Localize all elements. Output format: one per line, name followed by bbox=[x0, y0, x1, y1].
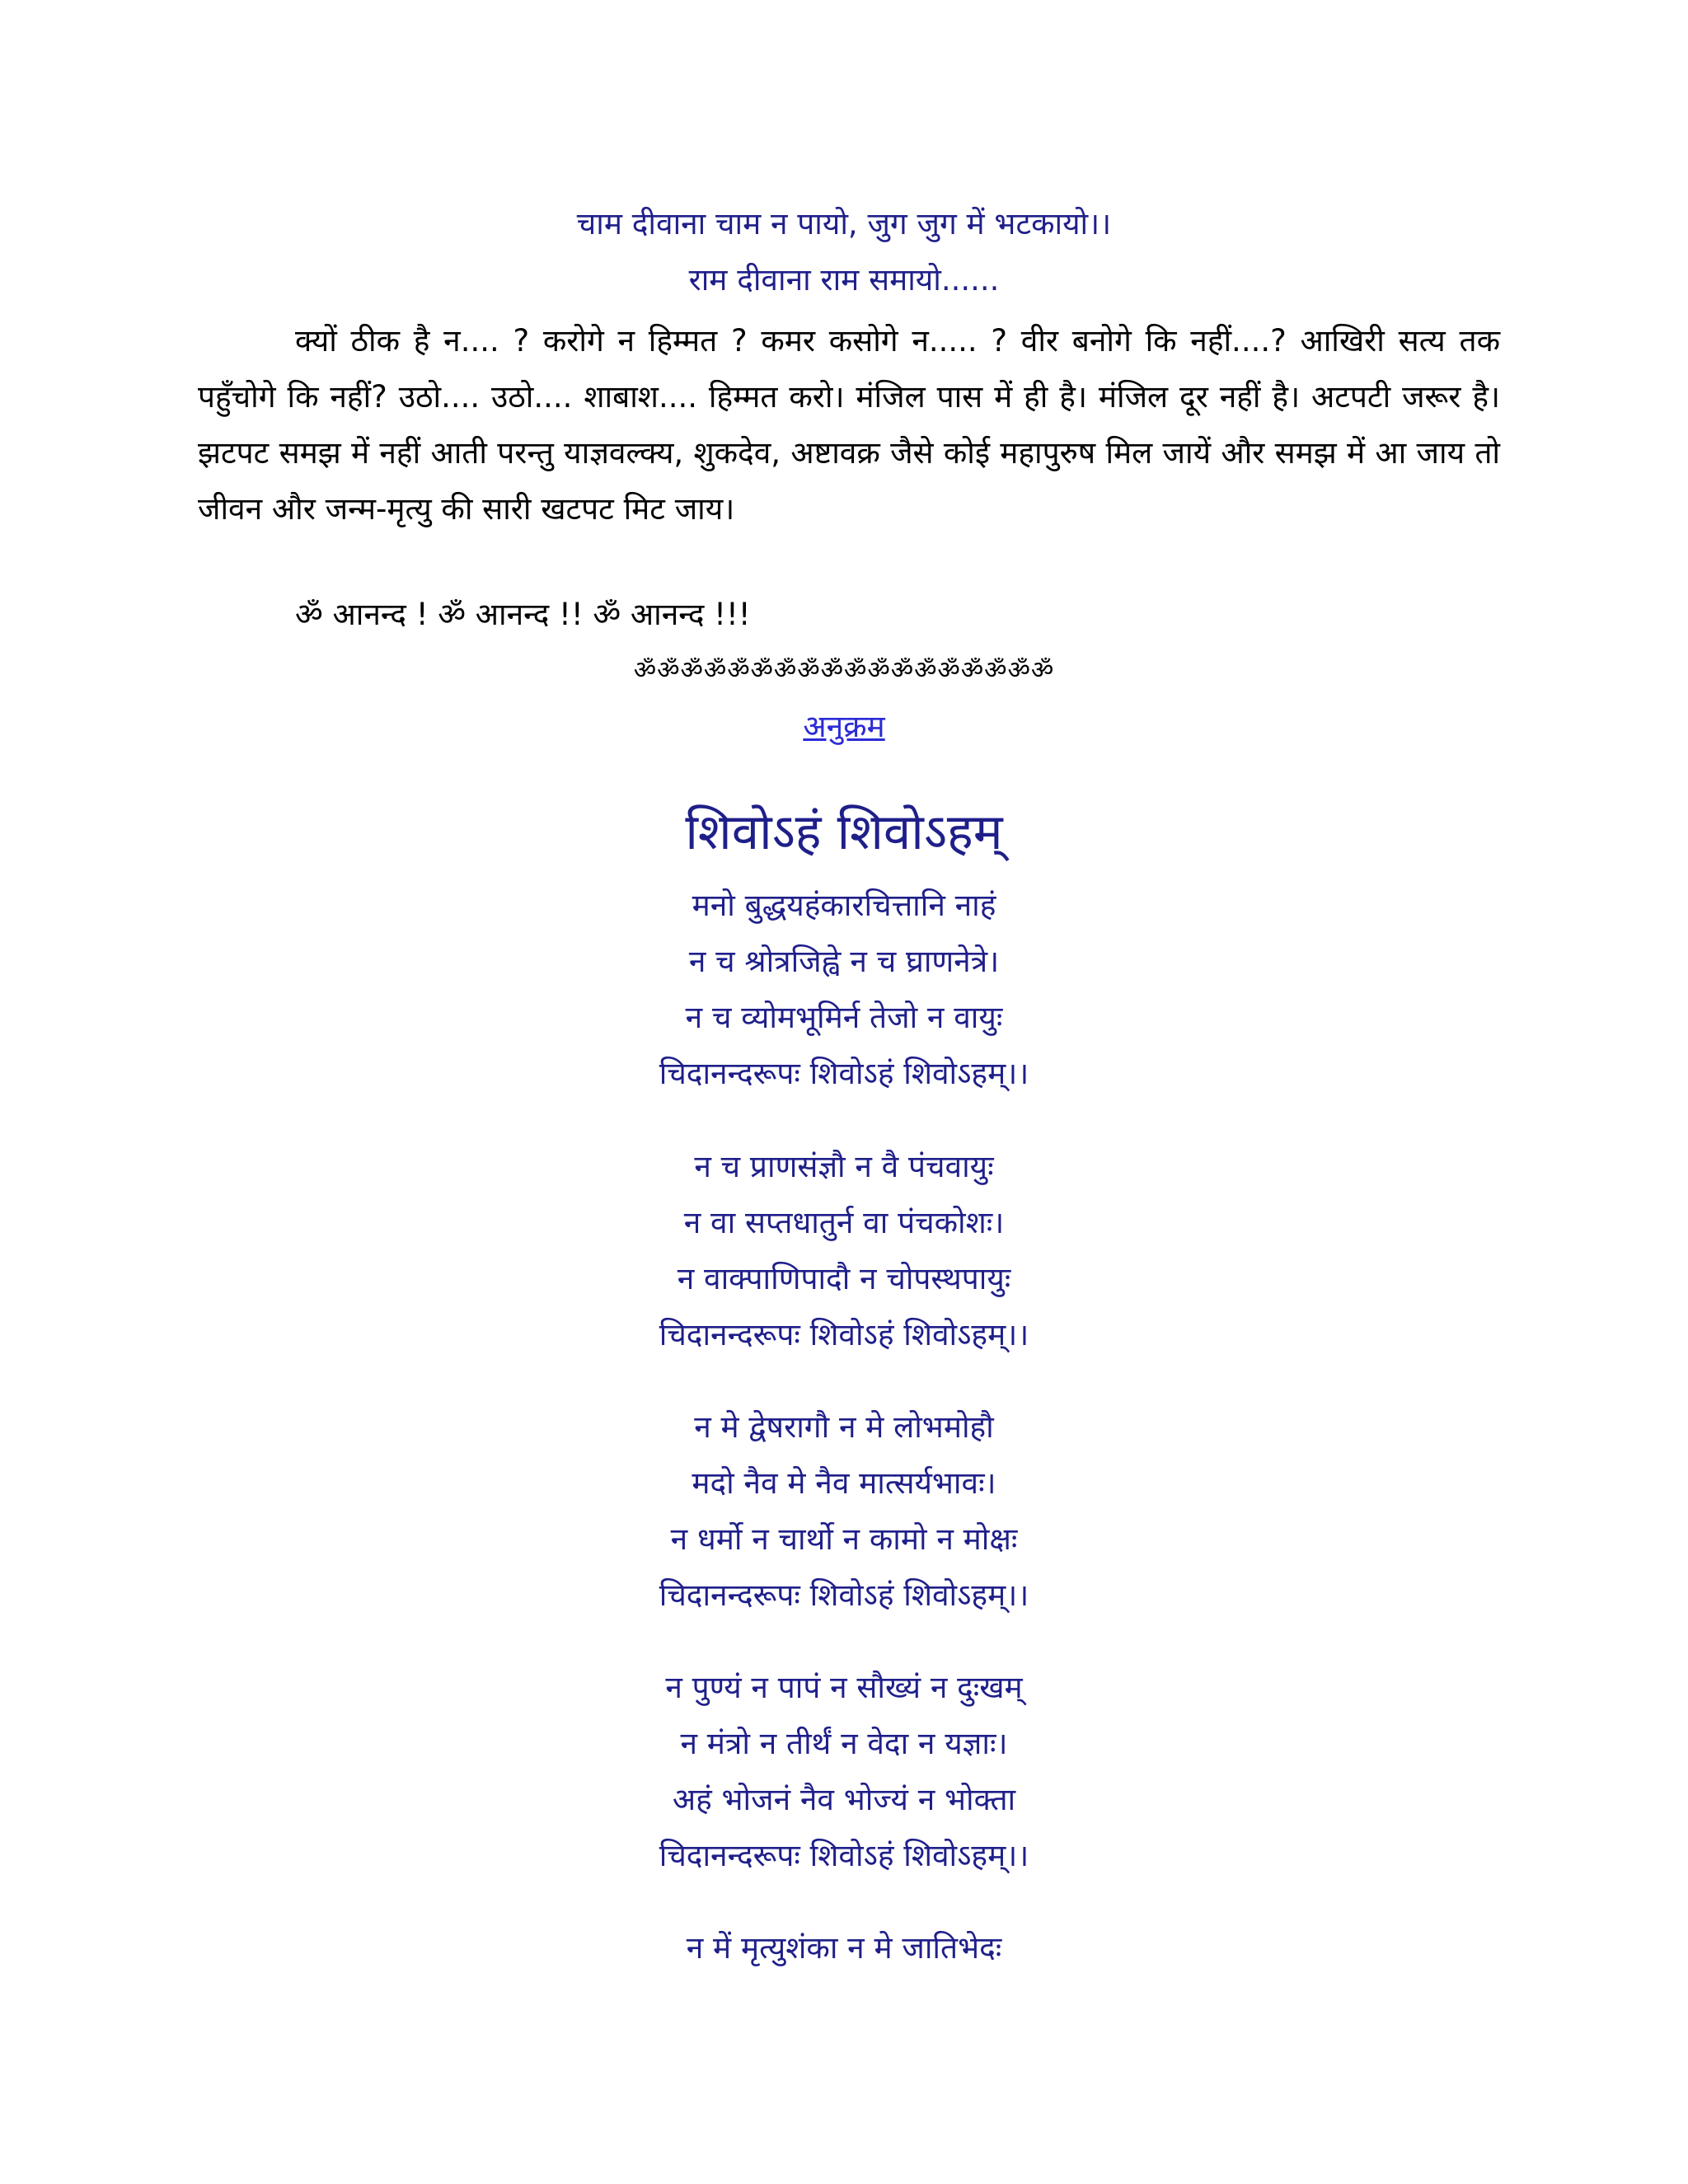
verse-line: मदो नैव मे नैव मात्सर्यभावः। bbox=[692, 1465, 996, 1501]
verse-line: न मे द्वेषरागौ न मे लोभमोहौ bbox=[694, 1409, 994, 1445]
verse-line: न च प्राणसंज्ञौ न वै पंचवायुः bbox=[694, 1149, 994, 1184]
verse-line: न धर्मो न चार्थो न कामो न मोक्षः bbox=[670, 1521, 1018, 1557]
verse-line: मनो बुद्धयहंकारचित्तानि नाहं bbox=[692, 888, 996, 923]
verse-line: न में मृत्युशंका न मे जातिभेदः bbox=[686, 1930, 1002, 1966]
toc-link-row bbox=[0, 707, 1688, 747]
verse-line: न च व्योमभूमिर्न तेजो न वायुः bbox=[685, 1000, 1003, 1035]
verse-line: चिदानन्दरूपः शिवोऽहं शिवोऽहम्।। bbox=[659, 1056, 1029, 1091]
verse-line: न वाक्पाणिपादौ न चोपस्थपायुः bbox=[677, 1261, 1011, 1296]
couplet-line-2: राम दीवाना राम समायो...... bbox=[688, 262, 1000, 298]
verse-line: न वा सप्तधातुर्न वा पंचकोशः। bbox=[683, 1205, 1005, 1240]
verse-line: चिदानन्दरूपः शिवोऽहं शिवोऽहम्।। bbox=[659, 1838, 1029, 1873]
verse-line: न च श्रोत्रजिह्वे न च घ्राणनेत्रे। bbox=[688, 944, 1000, 979]
verse-line: चिदानन्दरूपः शिवोऽहं शिवोऽहम्।। bbox=[659, 1317, 1029, 1352]
om-divider-row: ॐॐॐॐॐॐॐॐॐॐॐॐॐॐॐॐॐॐ bbox=[633, 656, 1055, 685]
verse-line: न पुण्यं न पापं न सौख्यं न दुःखम् bbox=[665, 1670, 1023, 1705]
verse-line: न मंत्रो न तीर्थं न वेदा न यज्ञाः। bbox=[680, 1726, 1008, 1761]
verse-line: चिदानन्दरूपः शिवोऽहं शिवोऽहम्।। bbox=[659, 1577, 1029, 1613]
section-heading: शिवोऽहं शिवोऽहम् bbox=[685, 804, 1003, 861]
verse-line: अहं भोजनं नैव भोज्यं न भोक्ता bbox=[672, 1782, 1016, 1817]
couplet-line-1: चाम दीवाना चाम न पायो, जुग जुग में भटकायो।। bbox=[576, 206, 1112, 241]
toc-link[interactable]: अनुक्रम bbox=[803, 709, 885, 744]
om-anand-line: ॐ आनन्द ! ॐ आनन्द !! ॐ आनन्द !!! bbox=[295, 597, 751, 632]
body-paragraph: क्यों ठीक है न.... ? करोगे न हिम्मत ? कमर कसोगे न..... ? वीर बनोगे कि नहीं....? आखिरी सत्य तक पहुँचोगे कि नहीं? उठो.... उठो.... शाबाश.... हिम्मत करो। मंजिल पास में ही है। मंजिल दूर नहीं है। अटपटी जरूर है। झटपट समझ में नहीं आती परन्तु याज्ञवल्क्य, शुकदेव, अष्टावक्र जैसे कोई महापुरुष मिल जायें और समझ में आ जाय तो जीवन और जन्म-मृत्यु की सारी खटपट मिट जाय। bbox=[198, 323, 1501, 527]
